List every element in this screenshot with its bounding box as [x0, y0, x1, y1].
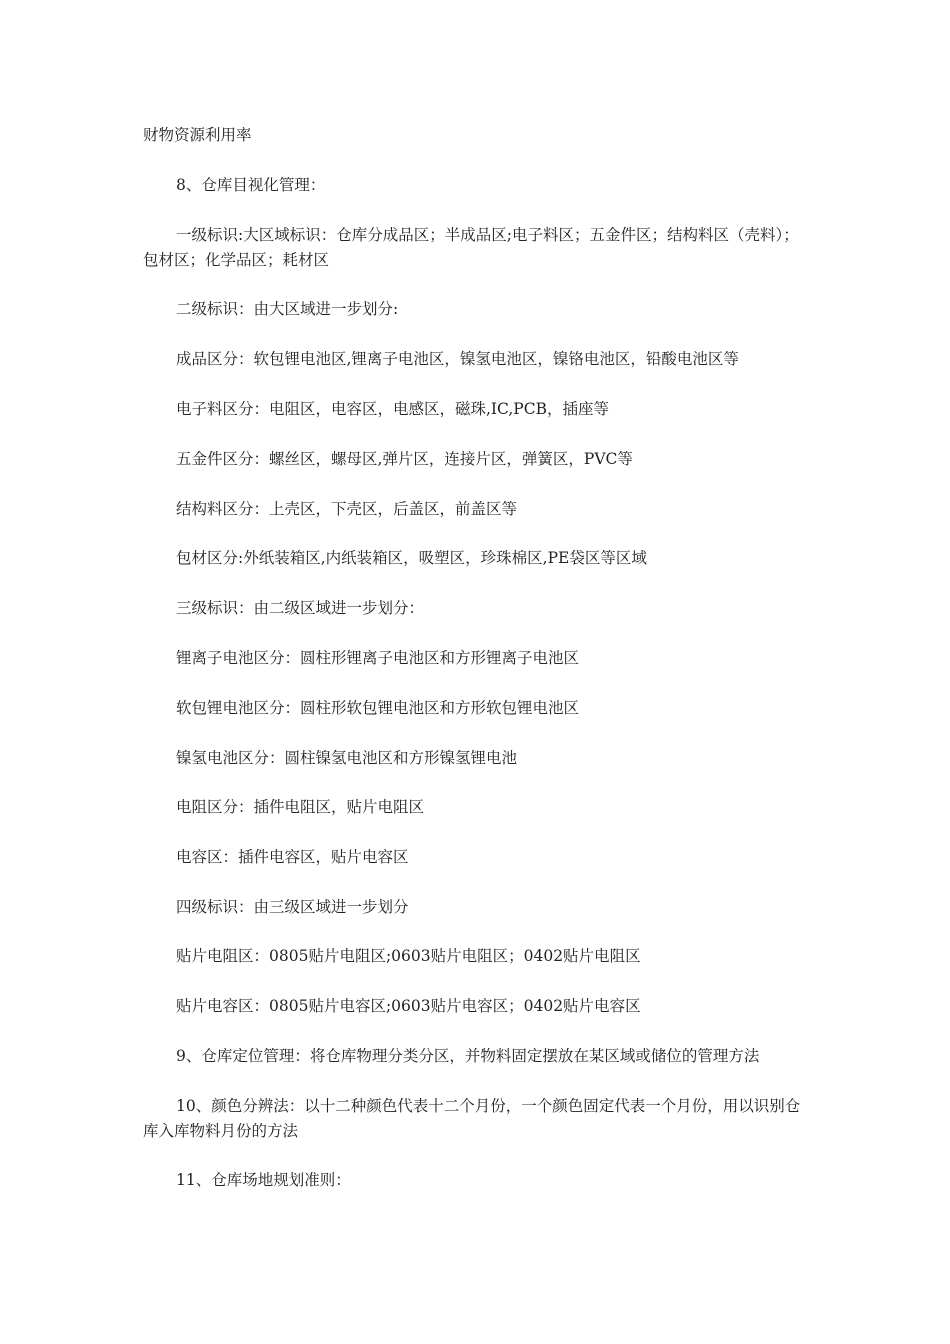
- paragraph: 电子料区分：电阻区，电容区，电感区，磁珠,IC,PCB，插座等: [176, 400, 609, 418]
- paragraph: 电阻区分：插件电阻区，贴片电阻区: [176, 798, 425, 816]
- paragraph: 电容区：插件电容区，贴片电容区: [176, 848, 409, 866]
- paragraph: 四级标识：由三级区域进一步划分: [176, 898, 409, 916]
- section-heading: 8、仓库目视化管理：: [176, 176, 326, 194]
- section-heading: 10、颜色分辨法：以十二种颜色代表十二个月份，一个颜色固定代表一个月份，用以识别仓库入库物料月份的方法: [143, 1097, 801, 1140]
- paragraph: 贴片电容区：0805贴片电容区;0603贴片电容区；0402贴片电容区: [176, 997, 641, 1015]
- paragraph: 一级标识:大区域标识：仓库分成品区；半成品区;电子料区；五金件区；结构料区（壳料）；包材区；化学品区；耗材区: [143, 226, 799, 269]
- paragraph: 包材区分:外纸装箱区,内纸装箱区，吸塑区，珍珠棉区,PE袋区等区域: [176, 549, 647, 567]
- paragraph: 结构料区分：上壳区，下壳区，后盖区，前盖区等: [176, 500, 518, 518]
- paragraph: 五金件区分：螺丝区，螺母区,弹片区，连接片区，弹簧区，PVC等: [176, 450, 633, 468]
- section-heading: 11、仓库场地规划准则：: [176, 1171, 351, 1189]
- paragraph: 财物资源利用率: [143, 126, 252, 144]
- paragraph: 二级标识：由大区域进一步划分:: [176, 300, 399, 318]
- paragraph: 三级标识：由二级区域进一步划分：: [176, 599, 425, 617]
- paragraph: 成品区分：软包锂电池区,锂离子电池区，镍氢电池区，镍铬电池区，铅酸电池区等: [176, 350, 739, 368]
- paragraph: 贴片电阻区：0805贴片电阻区;0603贴片电阻区；0402贴片电阻区: [176, 947, 641, 965]
- section-heading: 9、仓库定位管理：将仓库物理分类分区，并物料固定摆放在某区域或储位的管理方法: [176, 1047, 760, 1065]
- paragraph: 锂离子电池区分：圆柱形锂离子电池区和方形锂离子电池区: [176, 649, 580, 667]
- paragraph: 镍氢电池区分：圆柱镍氢电池区和方形镍氢锂电池: [176, 749, 518, 767]
- paragraph: 软包锂电池区分：圆柱形软包锂电池区和方形软包锂电池区: [176, 699, 580, 717]
